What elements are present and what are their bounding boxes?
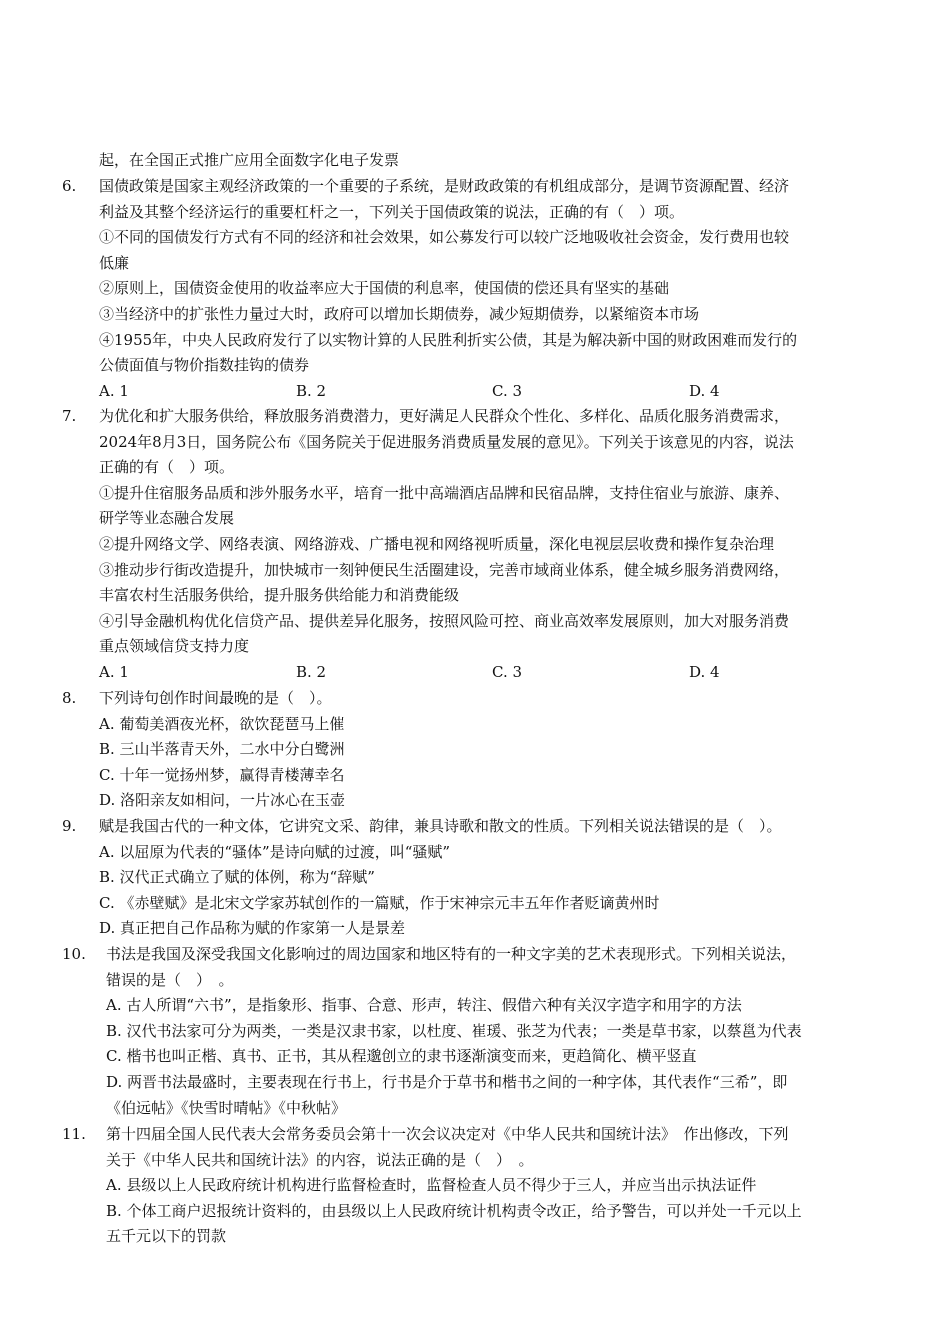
question-9	[0, 814, 950, 942]
statement-line: 公债面值与物价指数挂钩的债券	[99, 356, 310, 375]
statement-line: 研学等业态融合发展	[99, 509, 235, 528]
statement-3: ③当经济中的扩张性力量过大时，政府可以增加长期债券，减少短期债券，以紧缩资本市场	[99, 304, 700, 323]
question-8	[0, 686, 950, 814]
statement-4	[99, 609, 879, 660]
question-stem: 赋是我国古代的一种文体，它讲究文采、韵律，兼具诗歌和散文的性质。下列相关说法错误的是（ ）。	[99, 817, 782, 835]
option-c: C. 楷书也叫正楷、真书、正书，其从程邈创立的隶书逐渐演变而来，更趋简化、横平竖直	[106, 1047, 697, 1066]
option-a: A. 葡萄美酒夜光杯，欲饮琵琶马上催	[99, 714, 345, 733]
statement-line: ④1955年，中央人民政府发行了以实物计算的人民胜利折实公债，其是为解决新中国的财政困难而发行的	[99, 330, 798, 349]
option-a: A. 1	[99, 662, 129, 681]
statement-3	[99, 558, 879, 609]
option-d	[106, 1070, 878, 1121]
stem-line: 错误的是（ ） 。	[106, 970, 234, 989]
option-d: D. 4	[689, 662, 720, 681]
option-c: C. 3	[492, 662, 523, 681]
statement-2: ②提升网络文学、网络表演、网络游戏、广播电视和网络视听质量，深化电视层层收费和操作复杂治理	[99, 534, 775, 553]
option-d: D. 洛阳亲友如相问，一片冰心在玉壶	[99, 791, 346, 810]
options-row	[99, 660, 950, 686]
option-line: D. 两晋书法最盛时，主要表现在行书上，行书是介于草书和楷书之间的一种字体，其代表作“三希”，即	[106, 1072, 788, 1091]
stem-line: 书法是我国及深受我国文化影响过的周边国家和地区特有的一种文字美的艺术表现形式。下列相关说法，	[106, 945, 797, 963]
question-number: 8.	[62, 689, 77, 707]
option-b	[106, 1199, 878, 1250]
option-b: B. 汉代正式确立了赋的体例，称为“辞赋”	[99, 868, 375, 887]
statement-1	[99, 225, 879, 276]
option-a: A. 1	[99, 381, 129, 400]
stem-line: 关于《中华人民共和国统计法》的内容，说法正确的是（ ） 。	[106, 1150, 534, 1169]
option-c: C. 3	[492, 381, 523, 400]
stem-line: 利益及其整个经济运行的重要杠杆之一，下列关于国债政策的说法，正确的有（ ）项。	[99, 202, 685, 221]
question-stem: 下列诗句创作时间最晚的是（ ）。	[99, 689, 332, 707]
option-line: 《伯远帖》《快雪时晴帖》《中秋帖》	[106, 1098, 347, 1117]
stem-line: 2024年8月3日，国务院公布《国务院关于促进服务消费质量发展的意见》。下列关于该意见的内容，说法	[99, 432, 794, 451]
statement-line: 丰富农村生活服务供给，提升服务供给能力和消费能级	[99, 586, 460, 605]
statement-4	[99, 328, 879, 379]
question-number: 10.	[62, 945, 86, 963]
option-b: B. 2	[296, 662, 327, 681]
statement-line: ④引导金融机构优化信贷产品、提供差异化服务，按照风险可控、商业高效率发展原则，加大对服务消费	[99, 611, 790, 630]
question-stem	[99, 404, 879, 481]
statement-line: ①不同的国债发行方式有不同的经济和社会效果，如公募发行可以较广泛地吸收社会资金，发行费用也较	[99, 228, 790, 247]
question-number: 9.	[62, 817, 77, 835]
option-line: B. 个体工商户迟报统计资料的，由县级以上人民政府统计机构责令改正，给予警告，可以并处一千元以上	[106, 1201, 802, 1220]
stem-line: 正确的有（ ）项。	[99, 458, 235, 477]
option-d: D. 4	[689, 381, 720, 400]
statement-2: ②原则上，国债资金使用的收益率应大于国债的利息率，使国债的偿还具有坚实的基础	[99, 279, 670, 298]
question-stem	[106, 942, 878, 993]
question-10	[0, 942, 950, 1121]
option-b: B. 汉代书法家可分为两类，一类是汉隶书家，以杜度、崔瑗、张芝为代表；一类是草书家，以蔡邕为代表	[106, 1021, 802, 1040]
option-c: C. 《赤壁赋》是北宋文学家苏轼创作的一篇赋，作于宋神宗元丰五年作者贬谪黄州时	[99, 893, 660, 912]
option-a: A. 以屈原为代表的“骚体”是诗向赋的过渡，叫“骚赋”	[99, 842, 451, 861]
option-c: C. 十年一觉扬州梦，赢得青楼薄幸名	[99, 765, 345, 784]
statement-line: 重点领域信贷支持力度	[99, 637, 250, 656]
question-6	[0, 174, 950, 404]
question-stem	[99, 174, 879, 225]
option-b: B. 三山半落青天外，二水中分白鹭洲	[99, 740, 345, 759]
stem-line: 为优化和扩大服务供给，释放服务消费潜力，更好满足人民群众个性化、多样化、品质化服务消费需求，	[99, 407, 790, 425]
question-11	[0, 1122, 950, 1250]
stem-line: 国债政策是国家主观经济政策的一个重要的子系统，是财政政策的有机组成部分，是调节资源配置、经济	[99, 177, 790, 195]
option-a: A. 古人所谓“六书”，是指象形、指事、合意、形声，转注、假借六种有关汉字造字和用字的方法	[106, 996, 742, 1015]
question-number: 6.	[62, 177, 77, 195]
option-b: B. 2	[296, 381, 327, 400]
statement-line: ①提升住宿服务品质和涉外服务水平，培育一批中高端酒店品牌和民宿品牌，支持住宿业与旅游、康养、	[99, 483, 790, 502]
option-line: 五千元以下的罚款	[106, 1227, 227, 1246]
stem-line: 第十四届全国人民代表大会常务委员会第十一次会议决定对《中华人民共和国统计法》 作出修改，下列	[106, 1125, 789, 1143]
question-number: 7.	[62, 407, 77, 425]
question-number: 11.	[62, 1125, 86, 1143]
continued-line: 起，在全国正式推广应用全面数字化电子发票	[99, 151, 400, 169]
statement-line: 低廉	[99, 253, 130, 272]
options-row	[99, 379, 950, 405]
option-a: A. 县级以上人民政府统计机构进行监督检查时，监督检查人员不得少于三人，并应当出示执法证件	[106, 1176, 757, 1195]
option-d: D. 真正把自己作品称为赋的作家第一人是景差	[99, 919, 406, 938]
statement-line: ③推动步行街改造提升，加快城市一刻钟便民生活圈建设，完善市域商业体系，健全城乡服务消费网络，	[99, 560, 790, 579]
statement-1	[99, 481, 879, 532]
question-7	[0, 404, 950, 686]
question-stem	[106, 1122, 878, 1173]
